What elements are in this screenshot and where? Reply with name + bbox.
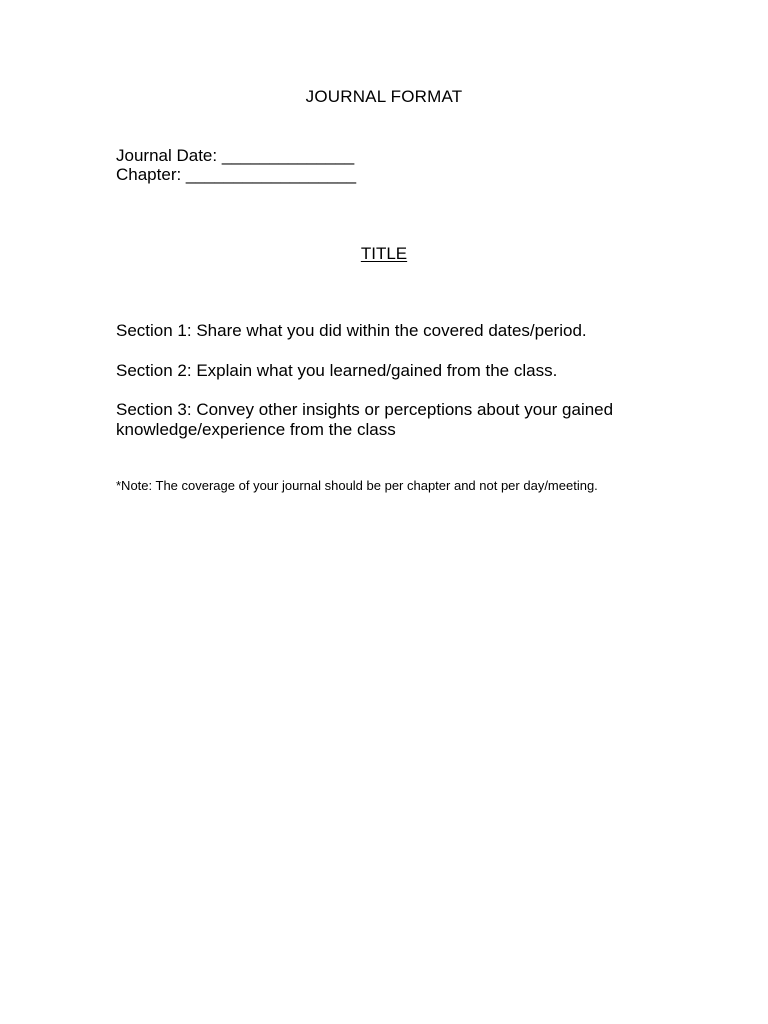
journal-date-field: Journal Date: ______________ — [116, 146, 355, 165]
document-heading: JOURNAL FORMAT — [305, 87, 463, 106]
section-2-text: Section 2: Explain what you learned/gained from the class. — [116, 361, 558, 380]
title-block — [0, 244, 768, 264]
coverage-note: *Note: The coverage of your journal should be per chapter and not per day/meeting. — [116, 478, 598, 493]
title-text: TITLE — [360, 244, 408, 263]
section-1-text: Section 1: Share what you did within the covered dates/period. — [116, 321, 587, 340]
chapter-field: Chapter: __________________ — [116, 165, 357, 184]
section-3-text: Section 3: Convey other insights or perceptions about your gained knowledge/experience from the class — [116, 400, 614, 439]
